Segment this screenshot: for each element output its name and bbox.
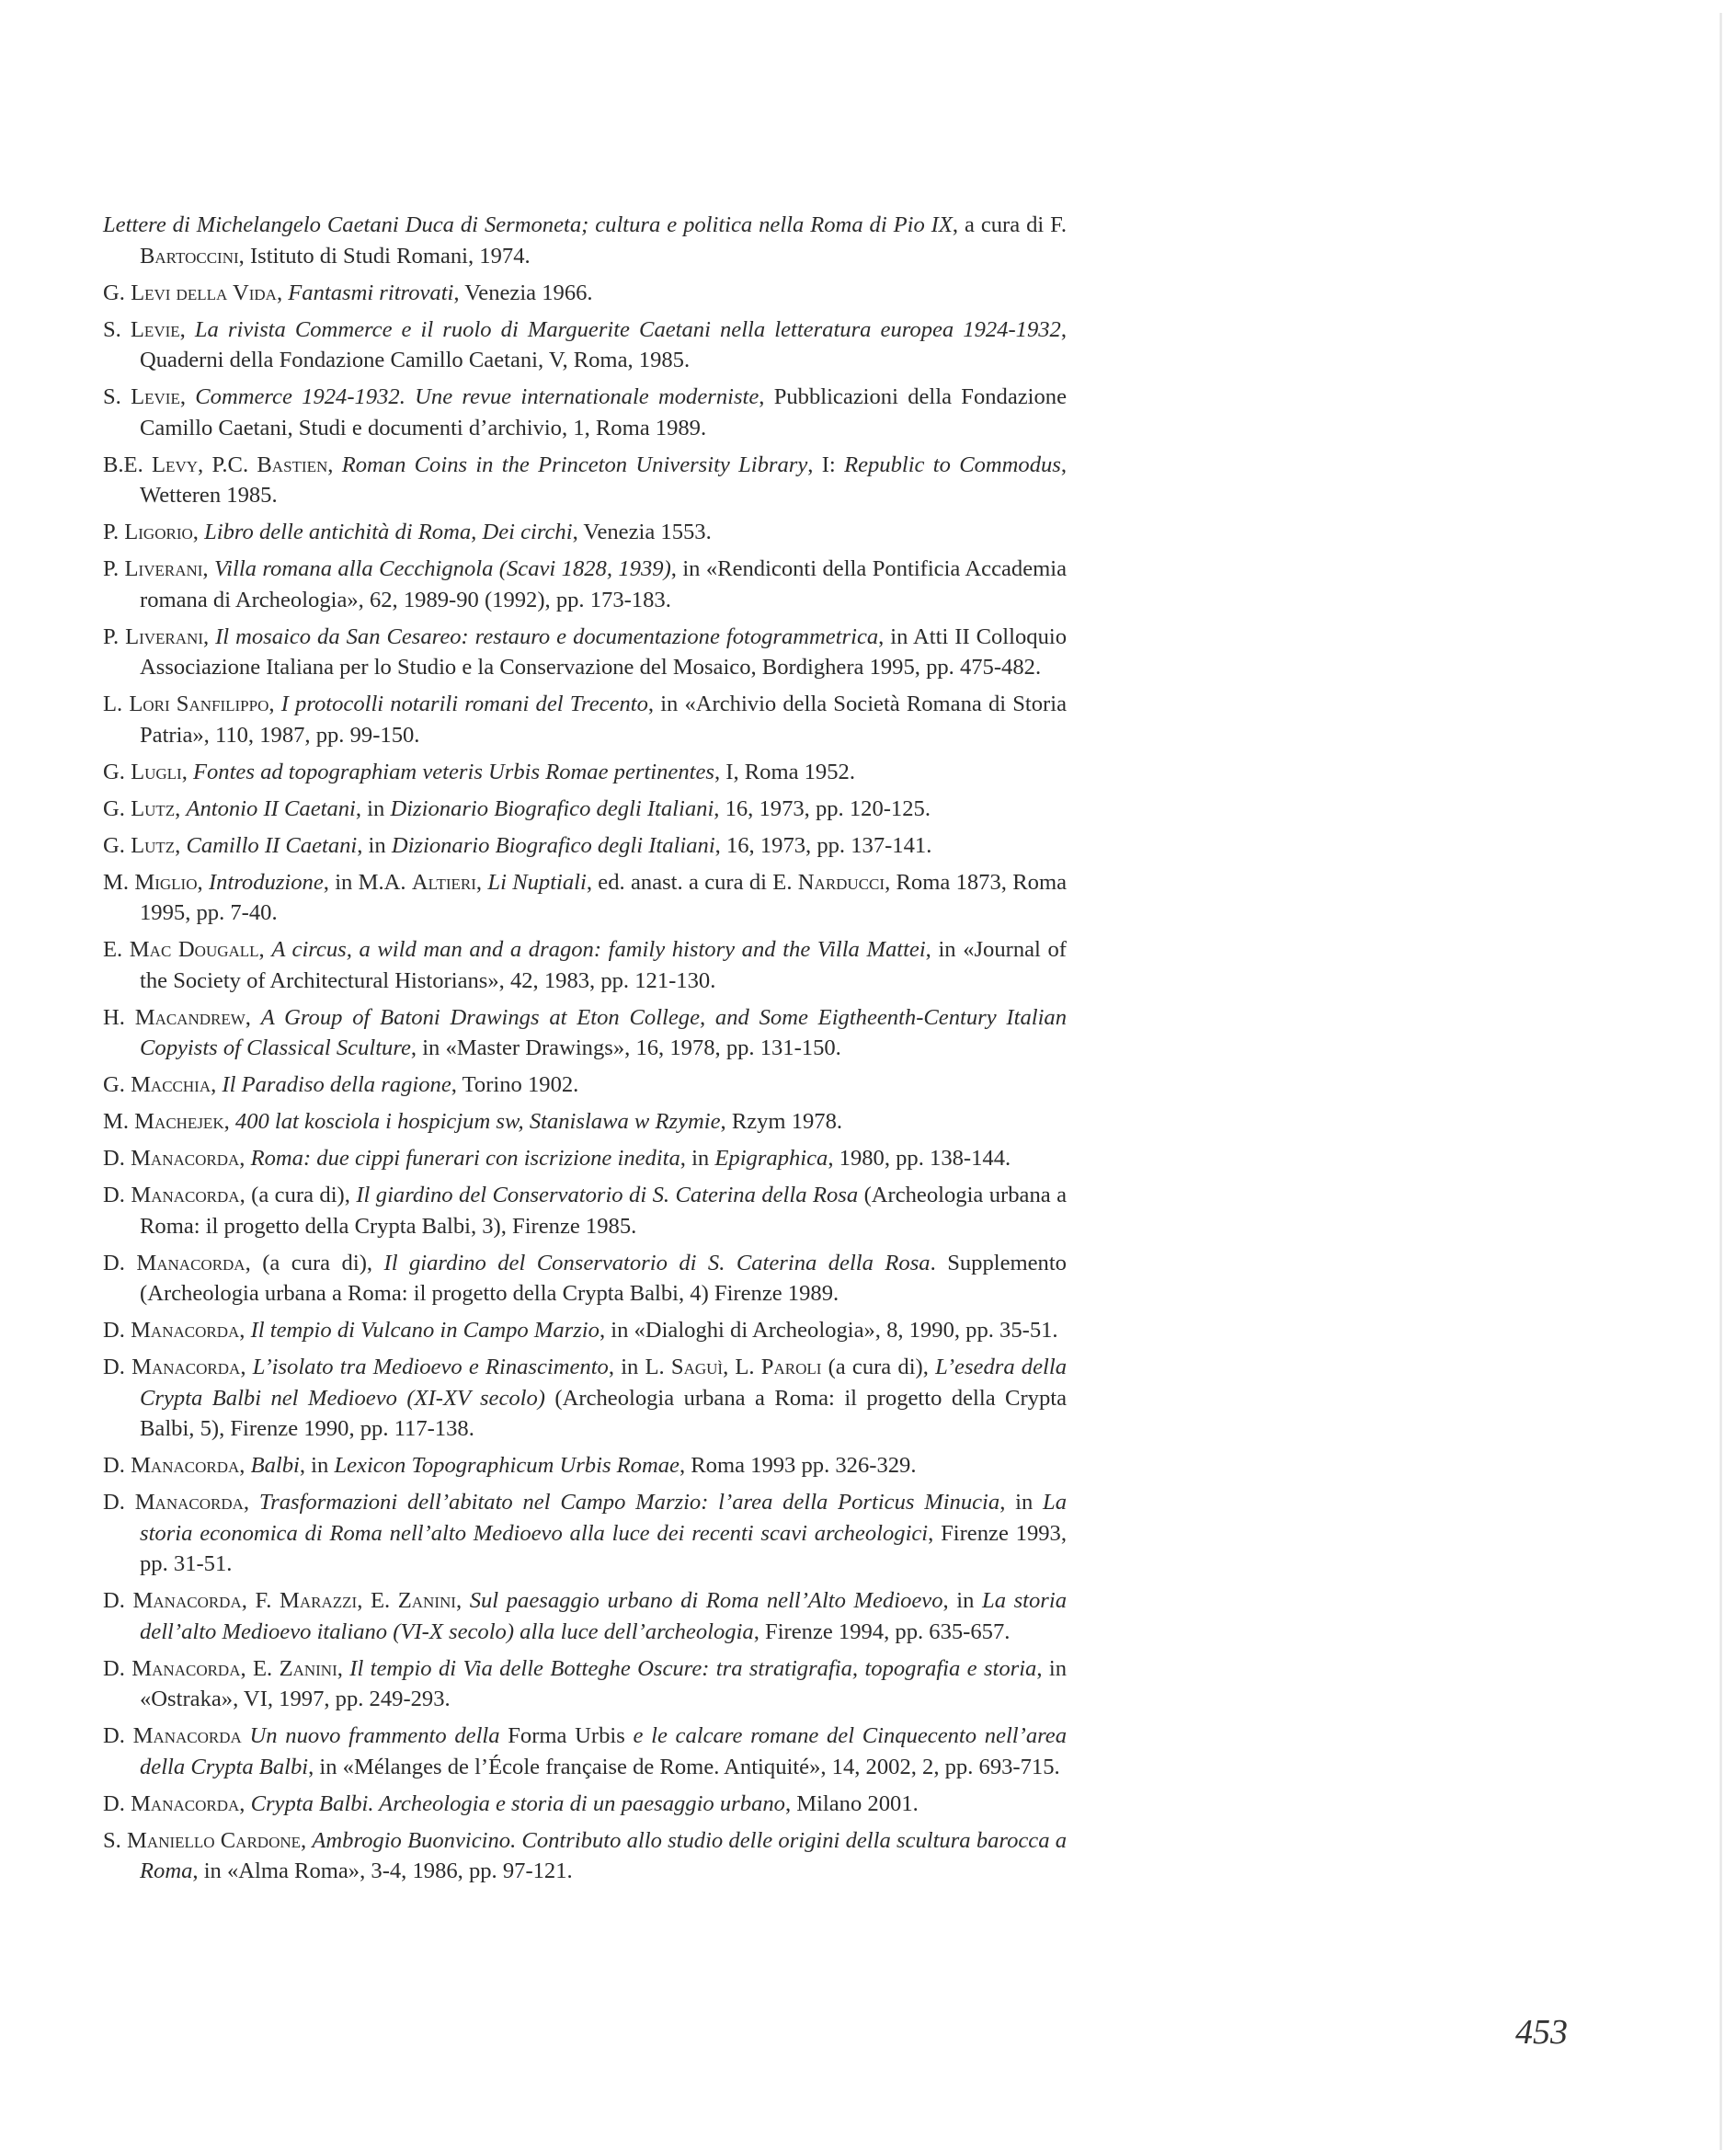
entry-author-name: Manacorda [131,1146,240,1171]
bibliography-entry [103,1069,1067,1101]
entry-title-italic: La storia economica di Roma nell’alto Medioevo alla luce dei recenti scavi archeologici [140,1490,1068,1546]
entry-text: , in Atti II Colloquio Associazione Italiana per lo Studio e la Conservazione del Mosaico, Bordighera 1995, pp. 475-482. [140,623,1067,680]
entry-text: E. [103,937,130,962]
entry-text: , Venezia 1966. [453,280,593,305]
entry-text: (Archeologia urbana a Roma: il progetto della Crypta Balbi, 3), Firenze 1985. [140,1183,1067,1239]
entry-author-name: Lugli [131,759,182,784]
entry-title-italic: Introduzione [208,869,324,895]
bibliography-entry [103,1487,1067,1580]
entry-title-italic: Dizionario Biografico degli Italiani [390,795,714,821]
bibliography-entry [103,1248,1067,1309]
entry-text: , L. [723,1355,761,1379]
entry-text: , E. [357,1588,398,1613]
bibliography-entry [103,1653,1067,1715]
entry-text: , F. [241,1588,280,1613]
entry-text: M. [103,869,135,895]
entry-author-name: Macandrew [134,1004,246,1030]
entry-author-name: Macchia [131,1072,211,1097]
entry-author-name: Manacorda [131,1355,241,1379]
entry-author-name: Manacorda [132,1723,242,1748]
entry-text: D. [103,1318,131,1343]
entry-text: , in «Master Drawings», 16, 1978, pp. 131-150. [410,1035,841,1060]
entry-text: , [175,832,187,858]
entry-text: S. [103,1827,128,1853]
entry-text: , [202,623,216,649]
entry-title-italic: L’isolato tra Medioevo e Rinascimento [252,1355,609,1379]
entry-title-italic: La storia dell’alto Medioevo italiano (VI-X secolo) alla luce dell’archeologia [140,1588,1068,1644]
entry-text: D. [103,1490,135,1515]
bibliography-entry [103,554,1067,615]
entry-text: M. [103,1109,135,1134]
entry-text [242,1723,250,1748]
entry-text: , E. [240,1655,280,1681]
entry-text: S. [103,316,131,342]
entry-text: D. [103,1183,131,1207]
entry-author-name: Bastien [257,452,328,477]
entry-text: , 1980, pp. 138-144. [828,1146,1011,1171]
entry-author-name: Manacorda [131,1655,241,1681]
bibliography-entry [103,757,1067,788]
entry-title-italic: Ambrogio Buonvicino. Contributo allo studio delle origini della scultura barocca a Roma [140,1827,1068,1883]
entry-text: , in «Rendiconti della Pontificia Accademia romana di Archeologia», 62, 1989-90 (1992), pp. 173-183. [140,556,1067,612]
bibliography-entry [103,1789,1067,1820]
bibliography-entry [103,450,1067,511]
entry-text: , in [999,1490,1044,1515]
entry-text: , ed. anast. a cura di E. [586,869,798,895]
entry-author-name: Mac Dougall [129,937,259,962]
entry-title-italic: A circus, a wild man and a dragon: family history and the Villa Mattei [271,937,926,962]
bibliography-entry [103,1002,1067,1064]
entry-text: , [475,869,488,895]
bibliography-entry [103,1352,1067,1445]
entry-text: Forma Urbis [508,1723,625,1748]
entry-text: D. [103,1355,132,1379]
entry-text: , [240,1355,253,1379]
entry-text: , Torino 1902. [451,1072,579,1097]
entry-author-name: Altieri [411,869,476,895]
entry-author-name: Machejek [134,1109,224,1134]
entry-author-name: Manacorda [136,1250,246,1275]
entry-text: , [223,1109,235,1134]
entry-author-name: Marazzi [279,1588,358,1613]
entry-title-italic: Roman Coins in the Princeton University Library [341,452,808,477]
bibliography-list [103,210,1067,1893]
bibliography-entry [103,1721,1067,1782]
entry-author-name: Lutz [131,832,176,858]
entry-title-italic: Il tempio di Vulcano in Campo Marzio [250,1318,600,1343]
bibliography-entry [103,517,1067,548]
entry-text: , in «Journal of the Society of Architectural Historians», 42, 1983, pp. 121-130. [140,937,1067,993]
entry-title-italic: Lettere di Michelangelo Caetani Duca di Sermoneta; cultura e politica nella Roma di Pio IX [103,212,953,237]
entry-title-italic: Crypta Balbi. Archeologia e storia di un paesaggio urbano [250,1790,785,1816]
entry-text: , Venezia 1553. [572,520,712,544]
entry-text: H. [103,1004,135,1030]
bibliography-entry [103,830,1067,862]
entry-author-name: Ligorio [124,520,193,544]
entry-title-italic: Il mosaico da San Cesareo: restauro e documentazione fotogrammetrica [215,623,879,649]
entry-author-name: Zanini [397,1588,456,1613]
entry-text: . Supplemento (Archeologia urbana a Roma: il progetto della Crypta Balbi, 4) Firenze 1989. [140,1250,1067,1306]
entry-title-italic: Il Paradiso della ragione [222,1072,451,1097]
entry-text: , [239,1790,251,1816]
bibliography-entry [103,1143,1067,1174]
entry-text: G. [103,1072,131,1097]
entry-author-name: Manacorda [131,1183,240,1207]
entry-text: , Istituto di Studi Romani, 1974. [238,243,531,269]
entry-text: , [192,520,205,544]
entry-title-italic: L’esedra della Crypta Balbi nel Medioevo (XI-XV secolo) [140,1355,1067,1411]
entry-text: G. [103,759,131,784]
entry-author-name: Saguì [670,1355,724,1379]
entry-text: D. [103,1723,133,1748]
entry-author-name: Manacorda [134,1490,244,1515]
entry-text: P. [103,556,125,581]
entry-text: , [258,937,272,962]
entry-text: , in [942,1588,983,1613]
entry-text: S. [103,384,131,409]
bibliography-entry [103,1315,1067,1346]
entry-text: D. [103,1790,131,1816]
entry-title-italic: Dizionario Biografico degli Italiani [391,832,715,858]
entry-title-italic: La rivista Commerce e il ruolo di Marguerite Caetani nella letteratura europea 1924-1932 [194,316,1061,342]
entry-title-italic: Epigraphica [714,1146,828,1171]
entry-text: , 16, 1973, pp. 120-125. [714,795,931,821]
entry-author-name: Miglio [134,869,198,895]
entry-text: D. [103,1250,137,1275]
entry-text: , (a cura di), [239,1183,357,1207]
entry-text: , [455,1588,470,1613]
entry-text: , a cura di F. [952,212,1067,237]
entry-title-italic: Libro delle antichità di Roma, Dei circhi [204,520,573,544]
page-number: 453 [1515,2013,1568,2052]
entry-text: D. [103,1588,133,1613]
entry-title-italic: Republic to Commodus [844,452,1061,477]
entry-text: , Firenze 1993, pp. 31-51. [140,1520,1067,1576]
entry-title-italic: Antonio II Caetani [186,795,356,821]
entry-text: , 16, 1973, pp. 137-141. [714,832,932,858]
entry-text: , [245,1004,261,1030]
entry-text: B.E. [103,452,153,477]
entry-title-italic: Lexicon Topographicum Urbis Romae [334,1453,680,1478]
entry-text: , [337,1655,350,1681]
entry-text: L. [103,692,130,716]
entry-text: , [202,556,214,581]
entry-text: , P.C. [198,452,257,477]
bibliography-entry [103,689,1067,750]
entry-author-name: Manacorda [131,1790,240,1816]
entry-text: , Pubblicazioni della Fondazione Camillo Caetani, Studi e documenti d’archivio, 1, Roma 1989. [140,384,1068,440]
entry-author-name: Levy [152,452,198,477]
entry-author-name: Bartoccini [140,243,239,269]
entry-text: , in «Mélanges de l’École française de Rome. Antiquité», 14, 2002, 2, pp. 693-715. [308,1754,1060,1779]
entry-title-italic: Sul paesaggio urbano di Roma nell’Alto Medioevo [469,1588,943,1613]
bibliography-entry [103,382,1067,443]
bibliography-entry [103,210,1067,271]
entry-text: , [181,759,193,784]
bibliography-entry [103,1825,1067,1887]
entry-title-italic: Il giardino del Conservatorio di S. Caterina della Rosa [356,1183,859,1207]
bibliography-entry [103,934,1067,996]
entry-title-italic: Il tempio di Via delle Botteghe Oscure: tra stratigrafia, topografia e storia [349,1655,1037,1681]
entry-author-name: Lutz [131,795,176,821]
bibliography-entry [103,794,1067,825]
entry-text: , Roma 1873, Roma 1995, pp. 7-40. [140,869,1067,925]
entry-author-name: Manacorda [131,1453,240,1478]
entry-text: , in «Dialoghi di Archeologia», 8, 1990, pp. 35-51. [599,1318,1058,1343]
entry-author-name: Maniello Cardone [127,1827,302,1853]
entry-title-italic: Roma: due cippi funerari con iscrizione inedita [250,1146,680,1171]
entry-text: , [276,280,289,305]
entry-title-italic: A Group of Batoni Drawings at Eton College, and Some Eigtheenth-Century Italian Copyists of Classical Sculture [140,1004,1068,1060]
bibliography-entry [103,1180,1067,1241]
entry-text: D. [103,1453,131,1478]
entry-title-italic: Balbi [250,1453,300,1478]
entry-title-italic: 400 lat kosciola i hospicjum sw, Stanislawa w Rzymie [234,1109,721,1134]
bibliography-entry [103,1450,1067,1481]
entry-author-name: Zanini [279,1655,337,1681]
entry-text: , in L. [608,1355,671,1379]
entry-text: D. [103,1146,131,1171]
entry-text: , [239,1146,251,1171]
page-edge-shadow [1719,13,1722,2150]
entry-author-name: Manacorda [132,1588,242,1613]
entry-text: , [268,692,281,716]
entry-text: , in M.A. [323,869,412,895]
entry-author-name: Narducci [797,869,885,895]
entry-author-name: Liverani [125,623,203,649]
entry-text: , in [355,795,391,821]
entry-text: , I: [807,452,845,477]
entry-title-italic: Li Nuptiali [487,869,587,895]
entry-title-italic: Il giardino del Conservatorio di S. Caterina della Rosa [383,1250,931,1275]
entry-author-name: Paroli [760,1355,822,1379]
entry-text: , [211,1072,223,1097]
entry-text: , Milano 2001. [784,1790,919,1816]
entry-title-italic: Camillo II Caetani [186,832,358,858]
entry-text: , in «Ostraka», VI, 1997, pp. 249-293. [140,1655,1067,1711]
entry-text: , Rzym 1978. [720,1109,843,1134]
entry-text: , Wetteren 1985. [140,452,1068,508]
entry-author-name: Levi della Vida [131,280,277,305]
bibliography-entry [103,278,1067,309]
entry-author-name: Levie [131,384,180,409]
entry-text: , [239,1453,251,1478]
entry-text: (Archeologia urbana a Roma: il progetto della Crypta Balbi, 5), Firenze 1990, pp. 117-138. [140,1385,1067,1441]
bibliography-entry [103,622,1067,683]
entry-text: , [179,384,196,409]
entry-text: D. [103,1655,132,1681]
entry-text: G. [103,832,131,858]
entry-title-italic: Trasformazioni dell’abitato nel Campo Marzio: l’area della Porticus Minucia [258,1490,1000,1515]
entry-text: , I, Roma 1952. [714,759,855,784]
entry-text: , [243,1490,259,1515]
entry-text: P. [103,520,125,544]
entry-text: , [239,1318,251,1343]
entry-title-italic: I protocolli notarili romani del Trecento [280,692,648,716]
entry-author-name: Liverani [124,556,203,581]
entry-text: , (a cura di), [245,1250,384,1275]
entry-text: G. [103,280,131,305]
entry-text: G. [103,795,131,821]
bibliography-entry [103,1106,1067,1138]
entry-text: , [301,1827,313,1853]
entry-text: , Roma 1993 pp. 326-329. [679,1453,917,1478]
entry-text: , [327,452,342,477]
entry-text: , [179,316,195,342]
entry-title-italic: Villa romana alla Cecchignola (Scavi 1828, 1939) [213,556,671,581]
entry-text: , in «Archivio della Società Romana di Storia Patria», 110, 1987, pp. 99-150. [140,692,1067,748]
entry-text: , [175,795,187,821]
bibliography-entry [103,1585,1067,1647]
entry-title-italic: Commerce 1924-1932. Une revue internationale moderniste [195,384,760,409]
entry-text: (a cura di), [821,1355,936,1379]
entry-text: , in «Alma Roma», 3-4, 1986, pp. 97-121. [192,1858,573,1883]
entry-text: , in [357,832,392,858]
entry-text: , in [680,1146,715,1171]
entry-author-name: Manacorda [131,1318,240,1343]
entry-author-name: Levie [130,316,180,342]
entry-title-italic: e le calcare romane del Cinquecento nell’area della Crypta Balbi [140,1723,1067,1779]
entry-text: P. [103,623,126,649]
entry-text: , in [299,1453,335,1478]
entry-text: , Quaderni della Fondazione Camillo Caetani, V, Roma, 1985. [140,316,1067,372]
bibliography-entry [103,867,1067,929]
entry-text: , [197,869,209,895]
entry-author-name: Lori Sanfilippo [129,692,269,716]
entry-title-italic: Un nuovo frammento della [249,1723,508,1748]
bibliography-entry [103,314,1067,376]
entry-title-italic: Fontes ad topographiam veteris Urbis Romae pertinentes [192,759,714,784]
entry-title-italic: Fantasmi ritrovati [288,280,454,305]
entry-text: , Firenze 1994, pp. 635-657. [753,1618,1011,1644]
